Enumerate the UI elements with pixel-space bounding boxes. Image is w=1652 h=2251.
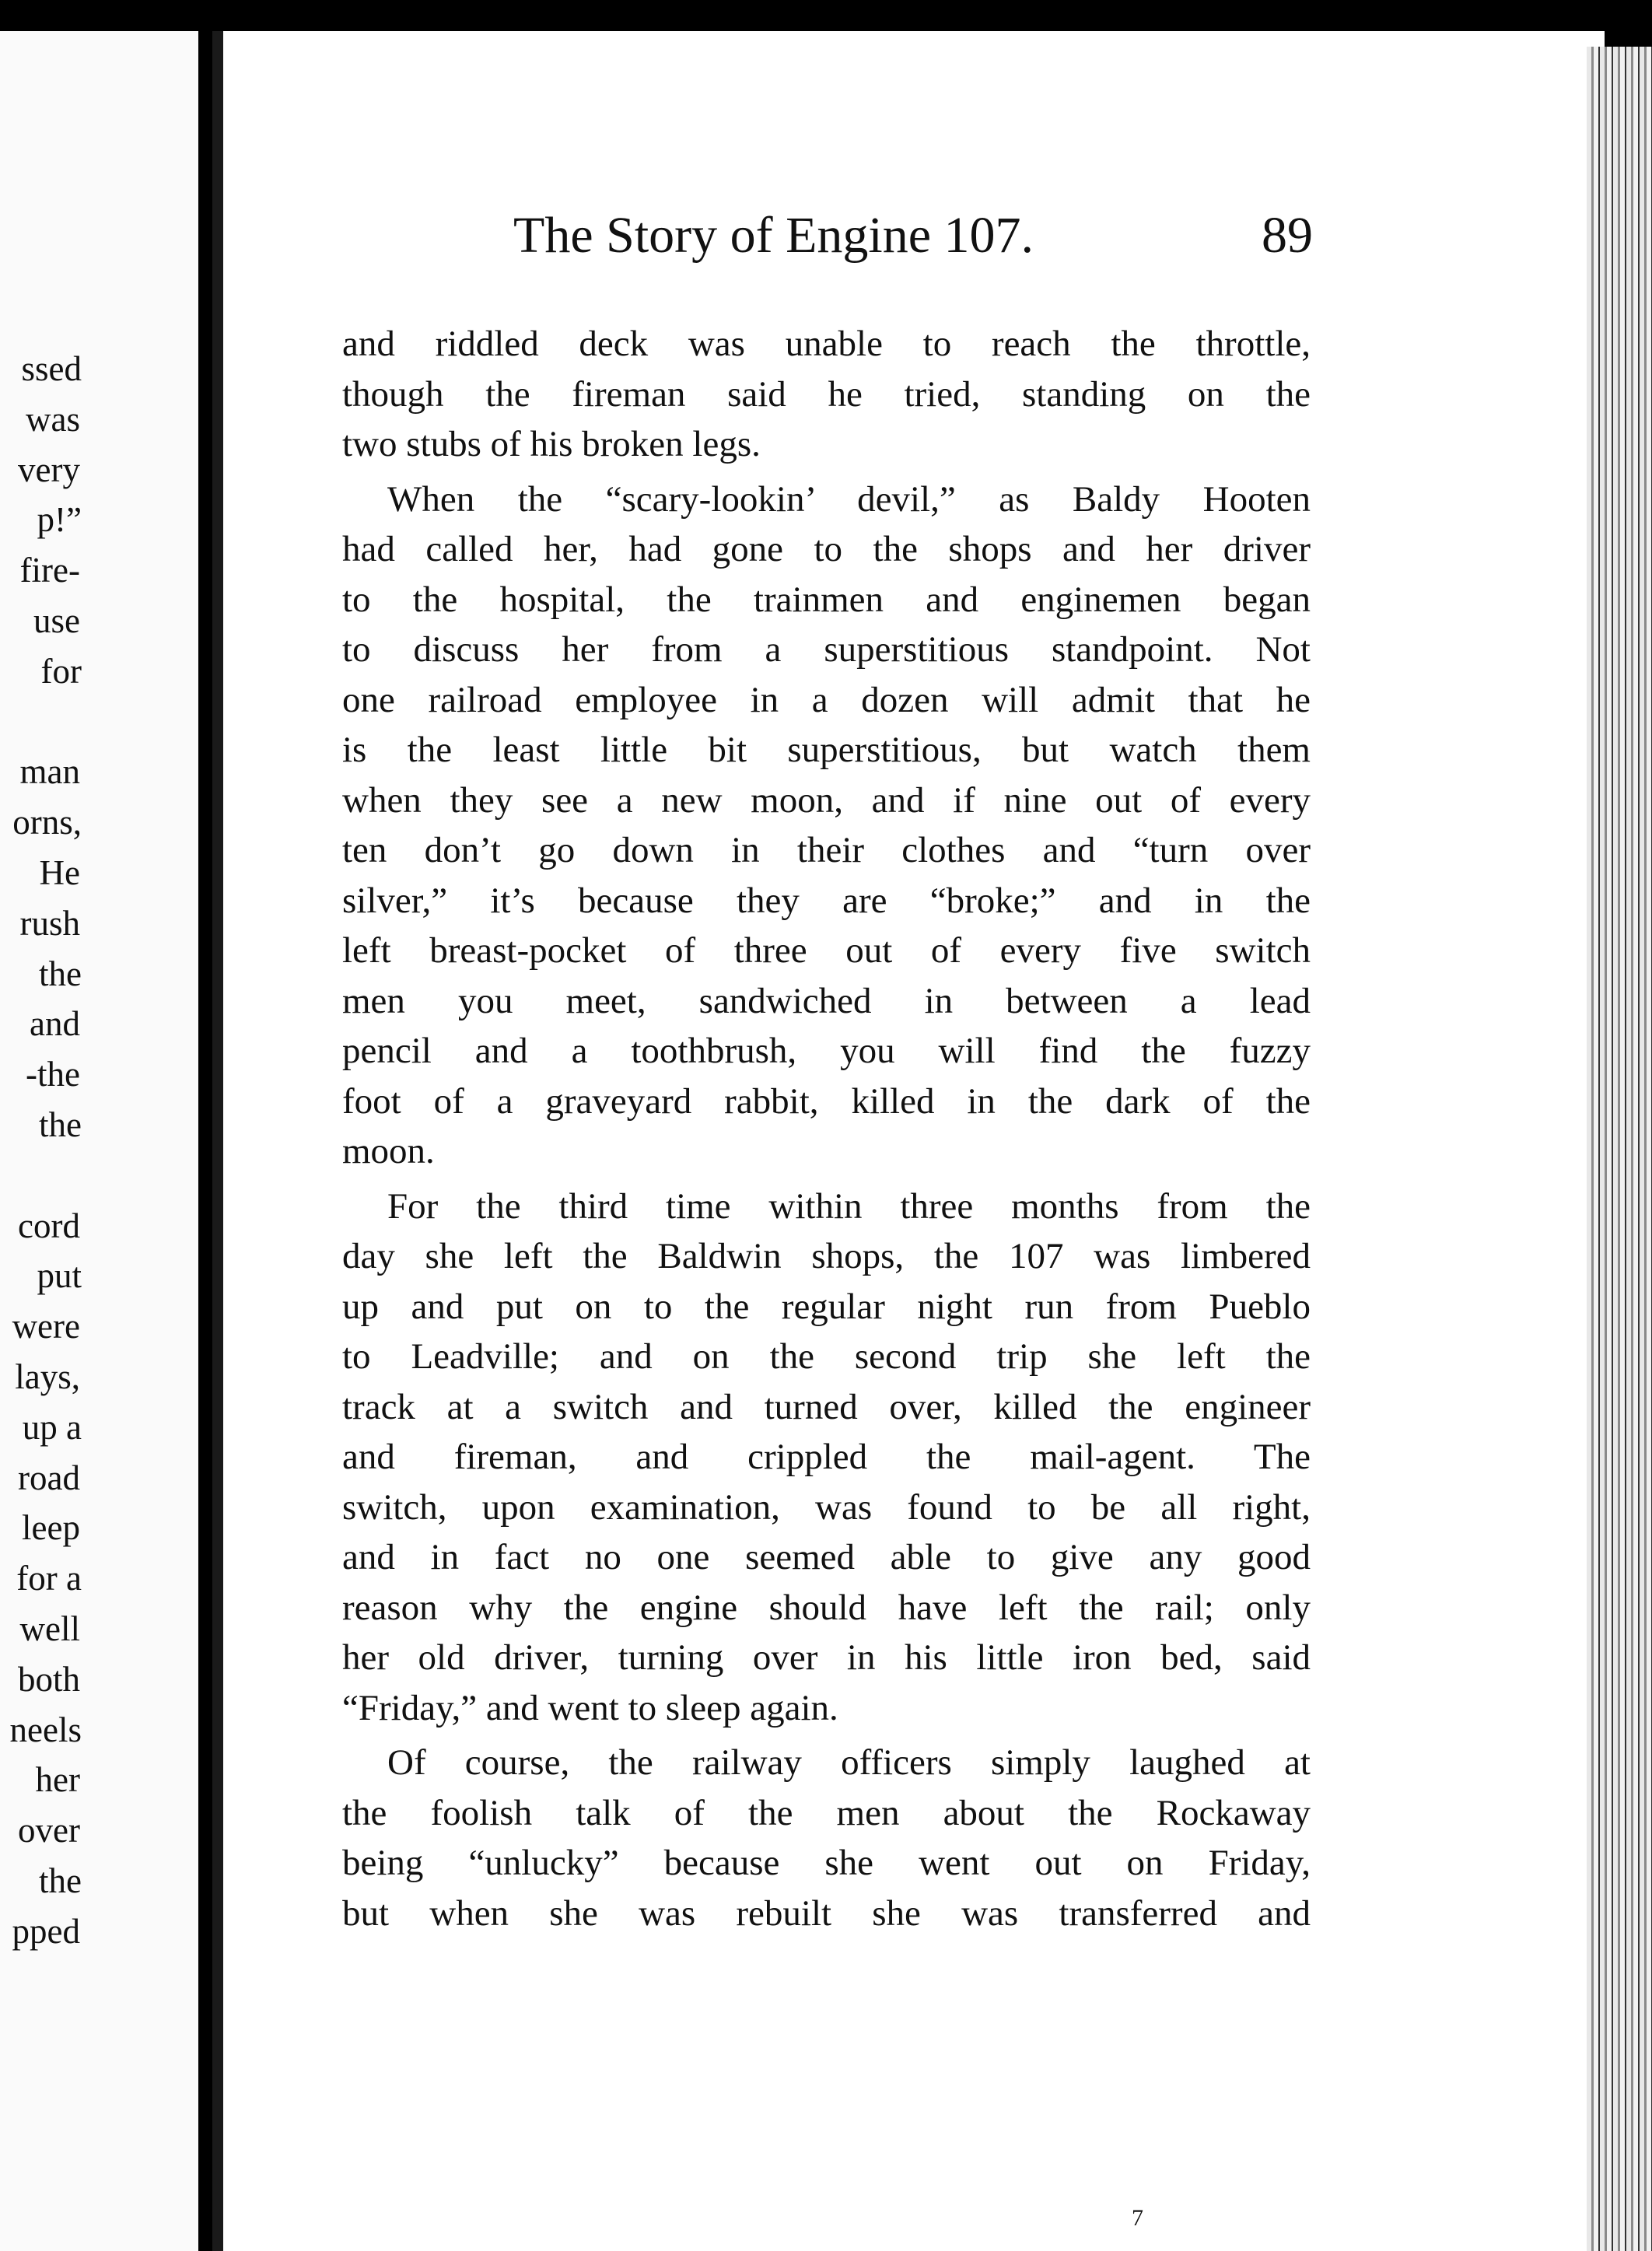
facing-page-fragment: orns, [12,803,82,842]
facing-page-fragment: ssed [21,349,82,388]
text-line: pencil and a toothbrush, you will find the fuzzy [342,1031,1311,1071]
facing-page-fragment: were [12,1307,80,1346]
text-line: and in fact no one seemed able to give any good [342,1537,1311,1577]
page-number: 89 [1262,207,1313,264]
text-line: had called her, had gone to the shops and her driver [342,529,1311,569]
facing-page-fragment: fire- [19,551,80,590]
text-line: left breast-pocket of three out of every five switch [342,930,1311,971]
facing-page-fragment: up a [22,1407,82,1447]
text-line: “Friday,” and went to sleep again. [342,1687,838,1728]
facing-page-fragment: man [19,752,80,792]
text-line: Of course, the railway officers simply laughed at [387,1742,1311,1783]
text-line: to Leadville; and on the second trip she left the [342,1336,1311,1377]
facing-page-fragment: lays, [15,1357,80,1396]
facing-page-fragment: for [40,651,82,691]
body-text [342,319,1311,1938]
text-line: two stubs of his broken legs. [342,424,761,464]
facing-page-fragment: leep [22,1508,80,1548]
page-edges [1587,47,1652,2251]
facing-page-fragment: pped [12,1911,80,1951]
facing-page-fragment: road [18,1458,80,1497]
text-line: but when she was rebuilt she was transferred and [342,1892,1311,1934]
text-line: moon. [342,1131,435,1171]
paragraph [342,1182,1311,1734]
text-line: and riddled deck was unable to reach the throttle, [342,324,1311,364]
facing-page-fragment: p!” [37,500,82,540]
facing-page-fragment: use [33,601,80,640]
paragraph [342,1738,1311,1938]
text-line: When the “scary-lookin’ devil,” as Baldy Hooten [387,478,1311,520]
text-line: up and put on to the regular night run from Pueblo [342,1286,1311,1327]
text-line: when they see a new moon, and if nine out of every [342,779,1311,821]
text-line: silver,” it’s because they are “broke;” and in the [342,880,1311,921]
text-line: one railroad employee in a dozen will admit that he [342,679,1311,720]
footer-mark: 7 [1132,2205,1143,2231]
paragraph [342,474,1311,1177]
text-line: to the hospital, the trainmen and enginemen began [342,579,1311,620]
text-line: to discuss her from a superstitious standpoint. Not [342,629,1311,670]
facing-page-fragment: -the [26,1055,80,1094]
facing-page-fragment: and [30,1004,80,1044]
paragraph [342,319,1311,470]
facing-page-fragment: put [37,1256,82,1296]
text-line: the foolish talk of the men about the Rockaway [342,1792,1311,1833]
facing-page-fragment: the [39,1861,82,1900]
text-line: ten don’t go down in their clothes and “turn over [342,830,1311,870]
text-line: reason why the engine should have left the rail; only [342,1587,1311,1628]
text-line: is the least little bit superstitious, but watch them [342,730,1311,770]
text-line: track at a switch and turned over, killed the engineer [342,1386,1311,1427]
facing-page-fragment: well [19,1609,80,1648]
facing-page-fragment: was [26,399,80,439]
facing-page-fragment: cord [18,1206,80,1245]
text-line: For the third time within three months from the [387,1185,1311,1227]
text-line: though the fireman said he tried, standing on the [342,373,1311,415]
text-line: switch, upon examination, was found to be all right, [342,1486,1311,1528]
text-line: day she left the Baldwin shops, the 107 was limbered [342,1236,1311,1276]
facing-page-fragment: her [35,1760,80,1800]
text-line: her old driver, turning over in his little iron bed, said [342,1637,1311,1678]
facing-page-fragment: for a [16,1559,82,1598]
facing-page-fragment: He [39,853,80,892]
facing-page [0,31,198,2251]
running-head: The Story of Engine 107. [513,207,1034,264]
facing-page-fragment: the [39,1105,82,1144]
text-line: and fireman, and crippled the mail-agent. The [342,1437,1311,1477]
facing-page-fragment: over [18,1811,80,1850]
text-line: men you meet, sandwiched in between a lead [342,980,1311,1021]
book-gutter [198,0,212,2251]
facing-page-fragment: both [17,1659,80,1699]
facing-page-fragment: rush [19,903,80,943]
text-line: being “unlucky” because she went out on Friday, [342,1843,1311,1883]
text-line: foot of a graveyard rabbit, killed in the dark of the [342,1080,1311,1122]
facing-page-fragment: the [39,954,82,993]
facing-page-fragment: very [18,450,80,489]
facing-page-fragment: neels [9,1710,82,1749]
